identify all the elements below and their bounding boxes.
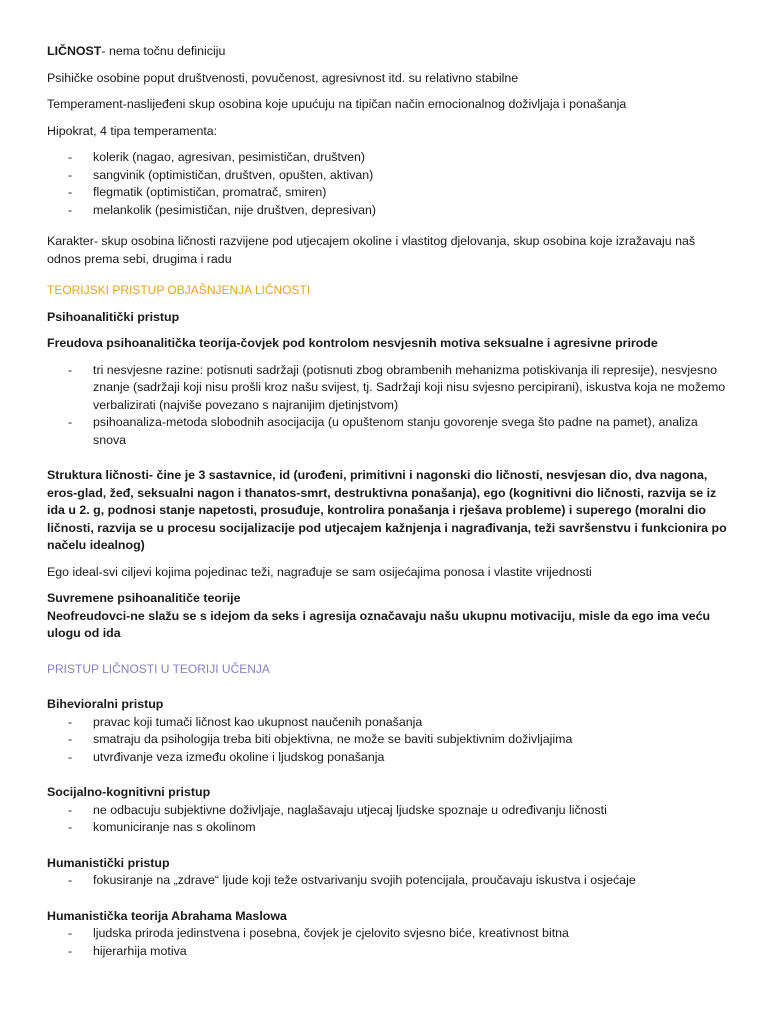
paragraph-neofreudovci: Neofreudovci-ne slažu se s idejom da seks i agresija označavaju našu ukupnu motivaciju, misle da ego ima veću ulogu od ida [47, 608, 711, 640]
list-item: - melankolik (pesimističan, nije društven, depresivan) [47, 202, 727, 220]
subheading-socijalno-kognitivni: Socijalno-kognitivni pristup [47, 785, 211, 799]
paragraph-freud: Freudova psihoanalitička teorija-čovjek pod kontrolom nesvjesnih motiva seksualne i agresivne prirode [47, 336, 658, 350]
list-maslow [47, 925, 727, 960]
list-item: - psihoanaliza-metoda slobodnih asocijacija (u opuštenom stanju govorenje svega što padne na pamet), analiza snova [47, 414, 727, 449]
paragraph-karakter: Karakter- skup osobina ličnosti razvijene pod utjecajem okoline i vlastitog djelovanja, skup osobina koje izražavaju naš odnos prema sebi, drugima i radu [47, 234, 696, 266]
list-item: - hijerarhija motiva [47, 943, 727, 961]
list-item: - ljudska priroda jedinstvena i posebna, čovjek je cjelovito svjesno biće, kreativnost bitna [47, 925, 727, 943]
list-freud [47, 362, 727, 450]
subheading-humanisticki: Humanistički pristup [47, 855, 170, 870]
list-item: - pravac koji tumači ličnost kao ukupnost naučenih ponašanja [47, 714, 727, 732]
subheading-maslow: Humanistička teorija Abrahama Maslowa [47, 908, 287, 923]
paragraph-psihicke-osobine: Psihičke osobine poput društvenosti, povučenost, agresivnost itd. su relativno stabilne [47, 70, 519, 85]
list-item: - flegmatik (optimističan, promatrač, smiren) [47, 184, 727, 202]
paragraph-licnost [47, 43, 727, 61]
list-socijalno [47, 802, 727, 837]
term-licnost: LIČNOST [47, 44, 102, 58]
subheading-bihevioralni: Bihevioralni pristup [47, 697, 164, 711]
paragraph-struktura-licnosti: Struktura ličnosti- čine je 3 sastavnice, id (urođeni, primitivni i nagonski dio ličnosti, nesvjesan dio, dva nagona, eros-glad, žeđ, seksualni nagon i thanatos-smrt, destruktivna ponašanja), ego (kognitivni dio ličnosti, razvija se iz ida u 2. g, podnosi stanje napetosti, prosuđuje, kontrolira ponašanja i rješava probleme) i superego (moralni dio ličnosti, razvija se u procesu socijalizacije pod utjecajem kažnjenja i nagrađivanja, teži savršenstvu i funkcionira po načelu idealnog) [47, 468, 727, 552]
list-item: - komuniciranje nas s okolinom [47, 819, 727, 837]
list-item: - tri nesvjesne razine: potisnuti sadržaji (potisnuti zbog obrambenih mehanizma potiskivanja ili represije), nesvjesno znanje (sadržaji koji nisu prošli kroz našu svijest, tj. Sadržaji koji nisu svjesno percipirani), iskustva koja ne možemo verbalizirati (najviše povezano s najranijim djetinjstvom) [47, 362, 727, 415]
document-page [47, 43, 727, 960]
list-temperaments [47, 149, 727, 219]
list-item: - fokusiranje na „zdrave“ ljude koji teže ostvarivanju svojih potencijala, proučavaju iskustva i osjećaje [47, 872, 727, 890]
definition-licnost: - nema točnu definiciju [101, 44, 226, 58]
list-item: - smatraju da psihologija treba biti objektivna, ne može se baviti subjektivnim doživljajima [47, 731, 727, 749]
list-bihevioralni [47, 714, 727, 767]
section-heading-teorija-ucenja: PRISTUP LIČNOSTI U TEORIJI UČENJA [47, 661, 270, 676]
list-item: - utvrđivanje veza između okoline i ljudskog ponašanja [47, 749, 727, 767]
subheading-psihoanaliticki: Psihoanalitički pristup [47, 309, 180, 324]
subheading-suvremene: Suvremene psihoanalitiče teorije [47, 591, 241, 605]
list-item: - sangvinik (optimističan, društven, opušten, aktivan) [47, 167, 727, 185]
paragraph-ego-ideal: Ego ideal-svi ciljevi kojima pojedinac teži, nagrađuje se sam osijećajima ponosa i vlastite vrijednosti [47, 564, 592, 579]
list-item: - kolerik (nagao, agresivan, pesimističan, društven) [47, 149, 727, 167]
paragraph-temperament: Temperament-naslijeđeni skup osobina koje upućuju na tipičan način emocionalnog doživljaja i ponašanja [47, 97, 627, 111]
section-heading-teorijski-pristup: TEORIJSKI PRISTUP OBJAŠNJENJA LIČNOSTI [47, 283, 311, 297]
list-humanisticki [47, 872, 727, 890]
paragraph-hipokrat: Hipokrat, 4 tipa temperamenta: [47, 123, 218, 138]
list-item: - ne odbacuju subjektivne doživljaje, naglašavaju utjecaj ljudske spoznaje u određivanju ličnosti [47, 802, 727, 820]
